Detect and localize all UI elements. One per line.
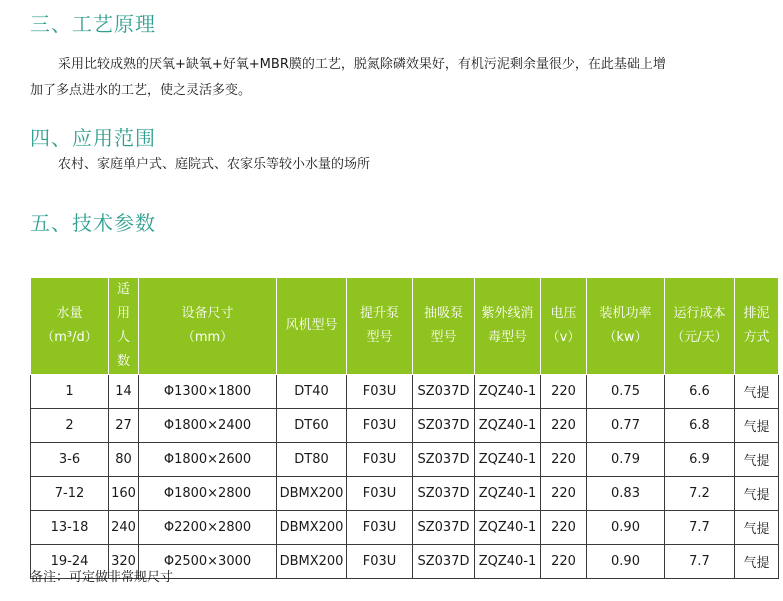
table-header-cell — [735, 278, 779, 375]
table-cell: 27 — [109, 409, 139, 443]
table-header-cell — [587, 278, 665, 375]
table-cell: F03U — [347, 545, 413, 579]
header-line: 方式 — [743, 330, 770, 345]
table-cell: 1 — [31, 375, 109, 409]
header-line: （kw） — [603, 330, 648, 345]
table-cell: DT80 — [277, 443, 347, 477]
table-cell: 19-24 — [31, 545, 109, 579]
table-cell: 0.77 — [587, 409, 665, 443]
table-cell: F03U — [347, 375, 413, 409]
header-line: 人数 — [116, 330, 130, 369]
table-cell: DBMX200 — [277, 477, 347, 511]
section-4-title: 四、应用范围 — [30, 126, 156, 150]
table-cell: 气提 — [735, 375, 779, 409]
table-cell: SZ037D — [413, 409, 475, 443]
table-cell: ZQZ40-1 — [475, 545, 541, 579]
table-cell: DBMX200 — [277, 511, 347, 545]
table-cell: DBMX200 — [277, 545, 347, 579]
header-line: 风机型号 — [285, 318, 338, 333]
table-cell: Φ1800×2600 — [139, 443, 277, 477]
section-4-body: 农村、家庭单户式、庭院式、农家乐等较小水量的场所 — [58, 157, 371, 172]
table-cell: F03U — [347, 443, 413, 477]
header-line: 提升泵 — [359, 306, 399, 321]
table-cell: 13-18 — [31, 511, 109, 545]
table-cell: 160 — [109, 477, 139, 511]
table-cell: 7-12 — [31, 477, 109, 511]
header-line: 型号 — [366, 330, 393, 345]
table-row — [31, 409, 779, 443]
table-cell: 7.7 — [665, 511, 735, 545]
table-cell: 320 — [109, 545, 139, 579]
table-cell: Φ1800×2400 — [139, 409, 277, 443]
header-line: 抽吸泵 — [423, 306, 463, 321]
header-line: 适用 — [116, 282, 130, 321]
header-line: 毒型号 — [487, 330, 527, 345]
table-header-cell — [347, 278, 413, 375]
table-cell: 220 — [541, 443, 587, 477]
table-cell: 6.8 — [665, 409, 735, 443]
table-row — [31, 511, 779, 545]
table-cell: F03U — [347, 511, 413, 545]
table-cell: 0.83 — [587, 477, 665, 511]
table-row — [31, 477, 779, 511]
table-cell: 气提 — [735, 409, 779, 443]
table-cell: ZQZ40-1 — [475, 375, 541, 409]
table-header-cell — [475, 278, 541, 375]
table-cell: 220 — [541, 409, 587, 443]
table-header-cell — [277, 278, 347, 375]
table-cell: 0.90 — [587, 545, 665, 579]
tech-spec-table — [30, 277, 779, 579]
table-cell: F03U — [347, 477, 413, 511]
table-cell: DT60 — [277, 409, 347, 443]
table-cell: ZQZ40-1 — [475, 511, 541, 545]
table-cell: SZ037D — [413, 511, 475, 545]
header-line: 紫外线消 — [481, 306, 534, 321]
table-cell: 6.6 — [665, 375, 735, 409]
table-header-cell — [109, 278, 139, 375]
table-cell: ZQZ40-1 — [475, 409, 541, 443]
table-cell: 气提 — [735, 545, 779, 579]
header-line: 运行成本 — [673, 306, 726, 321]
table-cell: DT40 — [277, 375, 347, 409]
header-line: （m³/d） — [41, 330, 98, 345]
table-cell: SZ037D — [413, 477, 475, 511]
header-line: （mm） — [181, 330, 234, 345]
table-cell: 0.79 — [587, 443, 665, 477]
table-cell: 240 — [109, 511, 139, 545]
table-cell: SZ037D — [413, 375, 475, 409]
table-cell: SZ037D — [413, 443, 475, 477]
table-cell: 220 — [541, 511, 587, 545]
table-row — [31, 375, 779, 409]
table-header-cell — [413, 278, 475, 375]
table-cell: 7.2 — [665, 477, 735, 511]
table-cell: 气提 — [735, 443, 779, 477]
table-cell: Φ1800×2800 — [139, 477, 277, 511]
table-cell: Φ2500×3000 — [139, 545, 277, 579]
table-cell: 220 — [541, 477, 587, 511]
header-line: 型号 — [430, 330, 457, 345]
header-line: 电压 — [550, 306, 577, 321]
section-3-title: 三、工艺原理 — [30, 12, 156, 36]
table-cell: 0.75 — [587, 375, 665, 409]
table-cell: 7.7 — [665, 545, 735, 579]
table-cell: 6.9 — [665, 443, 735, 477]
remark-note: 备注：可定做非常规尺寸 — [30, 570, 174, 585]
table-header-cell — [541, 278, 587, 375]
table-body — [31, 375, 779, 579]
header-line: 排泥 — [743, 306, 770, 321]
table-cell: SZ037D — [413, 545, 475, 579]
table-header-cell — [665, 278, 735, 375]
header-line: 水量 — [56, 306, 83, 321]
table-header-cell — [31, 278, 109, 375]
section-3-body-line-2: 加了多点进水的工艺，使之灵活多变。 — [30, 83, 252, 98]
header-line: （元/天） — [671, 330, 728, 345]
table-cell: 2 — [31, 409, 109, 443]
header-line: （v） — [546, 330, 581, 345]
table-cell: 气提 — [735, 477, 779, 511]
table-header-row — [31, 278, 779, 375]
header-line: 设备尺寸 — [181, 306, 234, 321]
table-cell: 14 — [109, 375, 139, 409]
table-cell: 220 — [541, 545, 587, 579]
table-cell: 80 — [109, 443, 139, 477]
table-cell: Φ1300×1800 — [139, 375, 277, 409]
table-cell: 220 — [541, 375, 587, 409]
table-cell: ZQZ40-1 — [475, 443, 541, 477]
table-row — [31, 443, 779, 477]
table-cell: Φ2200×2800 — [139, 511, 277, 545]
header-line: 装机功率 — [599, 306, 652, 321]
section-5-title: 五、技术参数 — [30, 211, 156, 235]
table-cell: ZQZ40-1 — [475, 477, 541, 511]
table-cell: 3-6 — [31, 443, 109, 477]
section-3-body-line-1: 采用比较成熟的厌氧+缺氧+好氧+MBR膜的工艺，脱氮除磷效果好，有机污泥剩余量很少，在此基础上增 — [58, 57, 666, 72]
table-cell: F03U — [347, 409, 413, 443]
table-cell: 气提 — [735, 511, 779, 545]
table-cell: 0.90 — [587, 511, 665, 545]
table-header-cell — [139, 278, 277, 375]
